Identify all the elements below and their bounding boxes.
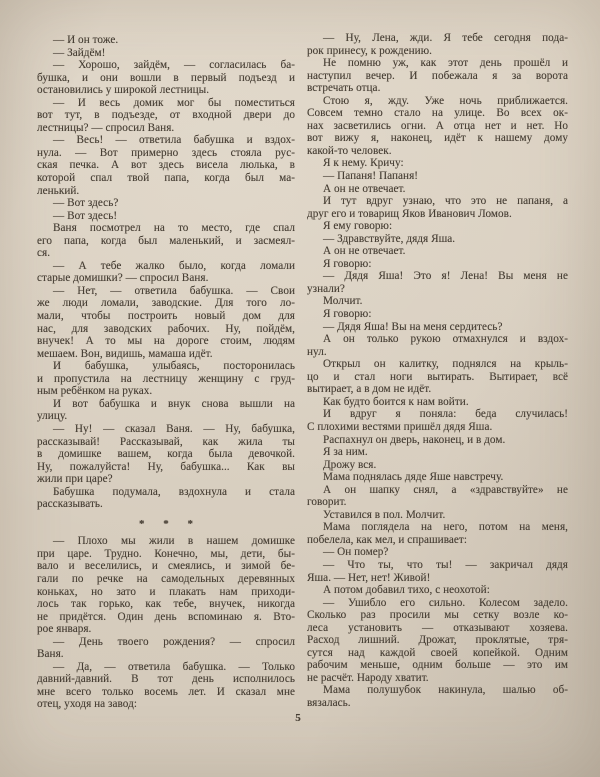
text-line: нул.	[307, 345, 327, 358]
text-line: — И весь домик мог бы поместиться	[53, 96, 295, 109]
paragraph	[37, 423, 295, 486]
text-line: вязалась.	[307, 696, 351, 709]
text-line: Мама поглядела на него, потом на меня,	[323, 521, 568, 534]
text-line: Я за ним.	[323, 446, 368, 459]
text-line: — Нет, — ответила бабушка. — Свои	[53, 284, 295, 297]
text-line: и пропустила на лестницу женщину с груд-	[37, 372, 295, 385]
text-line: старые домишки? — спросил Ваня.	[37, 272, 209, 285]
text-line: вот тут, в подъезде, от входной двери до	[37, 109, 295, 122]
paragraph	[307, 195, 568, 220]
text-line: побелела, как мел, и спрашивает:	[307, 533, 468, 546]
paragraph	[307, 170, 568, 183]
paragraph	[307, 245, 568, 258]
text-line: И вот бабушка и внук снова вышли на	[53, 397, 295, 410]
text-line: Распахнул он дверь, наконец, и в дом.	[323, 433, 506, 446]
text-line: которой спал твой папа, когда был ма-	[37, 172, 295, 185]
paragraph	[307, 308, 568, 321]
paragraph	[307, 270, 568, 295]
text-line: сутся над каждой своей копейкой. Одним	[307, 646, 568, 659]
text-line: рассказывай! Рассказывай, как жила ты	[37, 435, 295, 448]
paragraph	[37, 285, 295, 360]
text-line: А он не отвечает.	[323, 182, 406, 195]
paragraph	[307, 220, 568, 233]
paragraph	[307, 684, 568, 709]
text-line: — Ушибло его сильно. Колесом задело.	[323, 596, 568, 609]
text-line: Стою я, жду. Уже ночь приближается.	[323, 94, 568, 107]
text-line: Уставился в пол. Молчит.	[323, 508, 446, 521]
text-line: И бабушка, улыбаясь, посторонилась	[53, 360, 295, 373]
text-line: С плохими вестями пришёл дядя Яша.	[307, 420, 493, 433]
text-line: мне всего только восемь лет. И сказал мне	[37, 685, 295, 698]
paragraph	[307, 333, 568, 358]
paragraph	[37, 59, 295, 97]
paragraph	[307, 459, 568, 472]
text-line: коньках, но зато и плакать нам приходи-	[37, 585, 295, 598]
paragraph	[37, 97, 295, 135]
text-line: Ну, пожалуйста! Ну, бабушка... Как вы	[37, 460, 295, 473]
text-line: Бабушка подумала, вздохнула и стала	[53, 485, 295, 498]
text-line: — Вот здесь?	[53, 197, 119, 210]
paragraph	[37, 636, 295, 661]
text-line: рабочим меньше, одним больше — это им	[307, 659, 568, 672]
text-line: остановились у широкой лестницы.	[37, 84, 210, 97]
text-column-right	[307, 32, 568, 710]
paragraph	[37, 398, 295, 423]
text-line: гали по речке на самодельных деревянных	[37, 572, 295, 585]
page-number: 5	[295, 712, 301, 724]
section-separator: * * *	[139, 517, 201, 530]
text-line: ская печка. А вот здесь висела люлька, в	[37, 159, 295, 172]
text-line: жили при царе?	[37, 473, 113, 486]
text-line: наступил вечер. И побежала я за ворота	[307, 69, 568, 82]
text-line: — Папаня! Папаня!	[323, 170, 419, 183]
text-line: вытирает, а в дом не идёт.	[307, 383, 432, 396]
paragraph	[307, 233, 568, 246]
text-line: ным ребёнком на руках.	[37, 385, 153, 398]
text-line: — Вот здесь!	[53, 209, 118, 222]
text-line: И вдруг я поняла: беда случилась!	[323, 408, 568, 421]
text-line: — Да, — ответила бабушка. — Только	[53, 660, 295, 673]
text-line: отец, уходя на завод:	[37, 698, 138, 711]
text-line: — Что ты, что ты! — закричал дядя	[323, 558, 568, 571]
text-line: — Ну, Лена, жди. Я тебе сегодня пода-	[323, 32, 568, 44]
text-line: говорит.	[307, 496, 347, 509]
text-line: Как будто боится к нам войти.	[323, 395, 469, 408]
text-line: Совсем темно стало на улице. Во всех ок-	[307, 107, 568, 120]
paragraph	[37, 535, 295, 635]
text-line: Сколько раз просили мы сетку возле ко-	[307, 609, 568, 622]
paragraph	[37, 197, 295, 210]
paragraph	[307, 559, 568, 584]
paragraph	[37, 260, 295, 285]
text-line: узнали?	[307, 282, 345, 295]
text-line: Не помню уж, как этот день прошёл и	[323, 57, 568, 70]
text-line: Ваня посмотрел на то место, где спал	[53, 222, 295, 235]
text-line: рое января.	[37, 623, 92, 636]
text-line: — Хорошо, зайдём, — согласилась ба-	[53, 59, 295, 72]
text-line: — Дядя Яша! Это я! Лена! Вы меня не	[323, 270, 568, 283]
paragraph	[37, 47, 295, 60]
text-line: Молчит.	[323, 295, 363, 308]
text-line: — Весь! — ответила бабушка и вздох-	[53, 134, 295, 147]
text-line: не придётся. Один день вспоминаю я. Вто-	[37, 610, 295, 623]
paragraph	[307, 95, 568, 158]
paragraph	[307, 446, 568, 459]
text-line: — И он тоже.	[53, 34, 119, 46]
paragraph	[307, 434, 568, 447]
text-line: — А тебе жалко было, когда ломали	[53, 259, 295, 272]
text-line: друг его и товарищ Яков Иванович Ломов.	[307, 207, 512, 220]
text-line: Ваня.	[37, 648, 64, 661]
paragraph	[307, 521, 568, 546]
text-line: лось так горько, как тебе, внучек, никогда	[37, 598, 295, 611]
text-line: Я ему говорю:	[323, 220, 393, 233]
text-line: какой-то человек.	[307, 144, 392, 157]
paragraph	[307, 183, 568, 196]
text-line: Яша. — Нет, нет! Живой!	[307, 571, 431, 584]
paragraph	[307, 157, 568, 170]
text-line: улицу.	[37, 410, 68, 423]
paragraph	[307, 358, 568, 396]
paragraph	[307, 321, 568, 334]
text-line: рок принесу, к рождению.	[307, 44, 432, 57]
text-line: — Здравствуйте, дядя Яша.	[323, 232, 456, 245]
text-line: в домишке вашем, когда была девочкой.	[37, 448, 295, 461]
text-line: вало и веселились, и смеялись, и зимой бе-	[37, 560, 295, 573]
text-line: его папа, когда был маленький, и засмеял-	[37, 234, 295, 247]
text-line: встречать отца.	[307, 82, 381, 95]
text-line: Дрожу вся.	[323, 458, 377, 471]
text-line: цо и стал ноги вытирать. Вытирает, всё	[307, 370, 568, 383]
text-line: мали, чтобы построить новый дом для	[37, 310, 295, 323]
text-line: Я говорю:	[323, 308, 372, 321]
text-line: лестницы? — спросил Ваня.	[37, 121, 175, 134]
text-line: же люди ломали, заводские. Для того ло-	[37, 297, 295, 310]
paragraph	[307, 396, 568, 409]
paragraph	[307, 32, 568, 57]
text-line: Мама поднялась дяде Яше навстречу.	[323, 471, 504, 484]
text-line: внучек! А то мы на дороге стоим, людям	[37, 335, 295, 348]
text-line: давний-давний. В тот день исполнилось	[37, 673, 295, 686]
text-line: Я к нему. Кричу:	[323, 157, 404, 170]
text-line: ленький.	[37, 184, 80, 197]
text-line: ся.	[37, 247, 51, 260]
text-line: рассказывать.	[37, 498, 103, 511]
paragraph	[37, 360, 295, 398]
paragraph	[37, 486, 295, 511]
paragraph	[307, 57, 568, 95]
text-line: не расчёт. Народу хватит.	[307, 671, 429, 684]
text-line: И тут вдруг узнаю, что это не папаня, а	[323, 195, 568, 208]
text-line: мешаем. Вон, видишь, мамаша идёт.	[37, 347, 213, 360]
text-line: — День твоего рождения? — спросил	[53, 635, 295, 648]
paragraph	[307, 471, 568, 484]
text-line: Мама полушубок накинула, шалью об-	[323, 684, 568, 697]
text-line: А потом добавил тихо, с неохотой:	[323, 584, 490, 597]
text-line: Я говорю:	[323, 257, 372, 270]
text-line: нах засветились огни. А отца нет и нет. Но	[307, 119, 568, 132]
paragraph	[307, 546, 568, 559]
text-line: — Дядя Яша! Вы на меня сердитесь?	[323, 320, 503, 333]
paragraph	[307, 258, 568, 271]
paragraph	[307, 584, 568, 597]
text-line: — Он помер?	[323, 546, 389, 559]
text-line: при царе. Трудно. Конечно, мы, дети, бы-	[37, 547, 295, 560]
paragraph	[307, 295, 568, 308]
text-line: — Ну! — сказал Ваня. — Ну, бабушка,	[53, 422, 295, 435]
text-line: нула. — Вот примерно здесь стояла рус-	[37, 146, 295, 159]
text-line: А он не отвечает.	[323, 245, 406, 258]
text-line: бушка, и они вошли в первый подъезд и	[37, 71, 295, 84]
paragraph	[37, 134, 295, 197]
paragraph	[307, 484, 568, 509]
paragraph	[37, 34, 295, 47]
paragraph	[307, 597, 568, 685]
paragraph	[37, 222, 295, 260]
paragraph	[307, 509, 568, 522]
text-line: А он только рукою отмахнулся и вздох-	[323, 333, 568, 346]
text-line: Расход лишний. Дрожат, проклятые, тря-	[307, 634, 568, 647]
paragraph	[307, 408, 568, 433]
paragraph	[37, 210, 295, 223]
text-line: нас, для заводских рабочих. Ну, пойдём,	[37, 322, 295, 335]
text-line: — Плохо мы жили в нашем домишке	[53, 535, 295, 548]
text-line: Открыл он калитку, поднялся на крыль-	[323, 358, 568, 371]
text-line: вот вижу я, наконец, идёт к нашему дому	[307, 132, 568, 145]
text-line: — Зайдём!	[53, 46, 106, 59]
text-line: леса установить — отказывают хозяева.	[307, 621, 568, 634]
text-line: А он шапку снял, а «здравствуйте» не	[323, 483, 568, 496]
text-column-left	[37, 34, 295, 711]
paragraph	[37, 661, 295, 711]
